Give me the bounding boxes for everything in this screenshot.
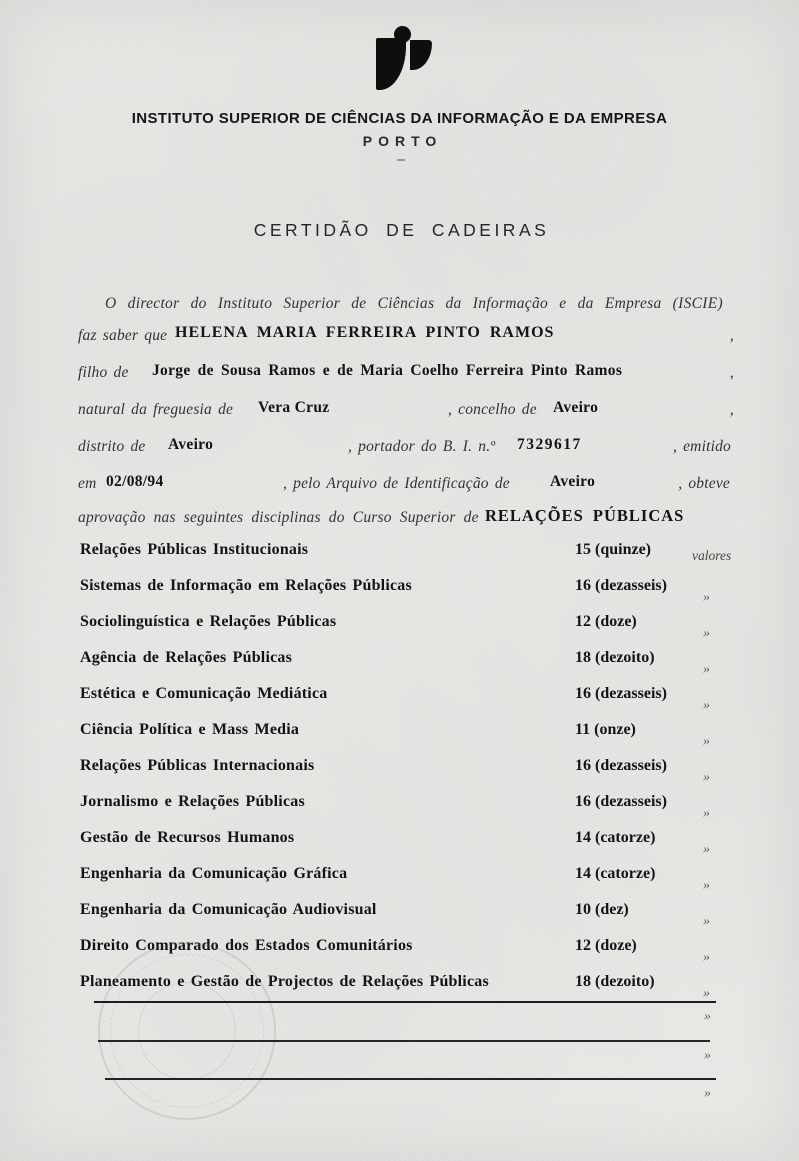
subject-name: Engenharia da Comunicação Gráfica (80, 865, 348, 882)
blank-rule (98, 1040, 710, 1042)
arquivo-value: Aveiro (550, 473, 596, 490)
subject-grade: 18 (dezoito) (575, 973, 655, 990)
distrito-value: Aveiro (168, 436, 214, 453)
subject-row (0, 577, 799, 607)
grade-unit-ditto: » (703, 662, 710, 677)
subject-name: Ciência Política e Mass Media (80, 721, 300, 738)
grade-unit-ditto: » (703, 698, 710, 713)
subject-grade: 16 (dezasseis) (575, 577, 667, 594)
trailing-comma: , (729, 327, 734, 344)
grade-unit-ditto: » (703, 950, 710, 965)
grade-unit-ditto: » (703, 842, 710, 857)
subject-grade: 12 (doze) (575, 937, 637, 954)
trailing-comma: , (729, 401, 734, 418)
parents-value: Jorge de Sousa Ramos e de Maria Coelho Ferreira Pinto Ramos (152, 362, 623, 379)
obteve-label: , obteve (678, 475, 730, 492)
distrito-label: distrito de (78, 438, 146, 455)
subject-grade: 10 (dez) (575, 901, 629, 918)
subject-grade: 16 (dezasseis) (575, 757, 667, 774)
logo-right-shape (410, 40, 432, 70)
grade-unit-ditto: » (703, 986, 710, 1001)
document-title: CERTIDÃO DE CADEIRAS (253, 220, 550, 240)
concelho-label: , concelho de (448, 401, 537, 418)
grade-unit-ditto: » (703, 914, 710, 929)
opening-line: O director do Instituto Superior de Ciências da Informação e da Empresa (ISCIE) (105, 295, 723, 312)
subject-row (0, 541, 799, 571)
footer-ditto-mark: » (704, 1086, 711, 1101)
form-line-emissao (0, 475, 799, 501)
filho-label: filho de (78, 364, 129, 381)
bi-label: , portador do B. I. n.º (348, 438, 496, 455)
faz-saber-label: faz saber que (78, 327, 168, 344)
subject-name: Direito Comparado dos Estados Comunitários (80, 937, 413, 954)
subject-row (0, 757, 799, 787)
form-line-freguesia (0, 401, 799, 427)
aprovacao-label: aprovação nas seguintes disciplinas do Curso Superior de (78, 509, 479, 526)
subject-grade: 16 (dezasseis) (575, 685, 667, 702)
subject-name: Relações Públicas Institucionais (80, 541, 309, 558)
student-name-value: HELENA MARIA FERREIRA PINTO RAMOS (175, 324, 555, 341)
subject-row (0, 865, 799, 895)
form-line-curso (0, 506, 799, 535)
institute-city: PORTO (362, 133, 443, 149)
subject-name: Sistemas de Informação em Relações Públicas (80, 577, 412, 594)
grade-unit: valores (692, 548, 732, 563)
seal-watermark (98, 942, 276, 1120)
grade-unit-ditto: » (703, 806, 710, 821)
subject-row (0, 829, 799, 859)
freguesia-label: natural da freguesia de (78, 401, 234, 418)
em-label: em (78, 475, 97, 492)
subject-grade: 14 (catorze) (575, 829, 656, 846)
institute-name: INSTITUTO SUPERIOR DE CIÊNCIAS DA INFORMAÇÃO E DA EMPRESA (131, 110, 668, 127)
concelho-value: Aveiro (553, 399, 599, 416)
subject-name: Relações Públicas Internacionais (80, 757, 315, 774)
subject-row (0, 649, 799, 679)
subject-name: Agência de Relações Públicas (80, 649, 293, 666)
subject-grade: 18 (dezoito) (575, 649, 655, 666)
logo-dot (394, 26, 411, 43)
arquivo-label: , pelo Arquivo de Identificação de (283, 475, 510, 492)
curso-value: RELAÇÕES PÚBLICAS (485, 506, 685, 525)
grade-unit-ditto: » (703, 590, 710, 605)
footer-ditto-mark: » (704, 1048, 711, 1063)
footer-ditto-mark: » (704, 1009, 711, 1024)
logo-left-shape (376, 38, 406, 90)
subject-row (0, 613, 799, 643)
grade-unit-ditto: » (703, 734, 710, 749)
subject-name: Engenharia da Comunicação Audiovisual (80, 901, 377, 918)
grade-unit-ditto: » (703, 878, 710, 893)
subject-grade: 15 (quinze) (575, 541, 651, 558)
iscie-logo-icon (370, 24, 434, 94)
grade-unit-ditto: » (703, 626, 710, 641)
bi-number-value: 7329617 (517, 436, 582, 453)
freguesia-value: Vera Cruz (258, 399, 330, 416)
grade-unit-ditto: » (703, 770, 710, 785)
form-line-distrito (0, 438, 799, 464)
form-line-parents (0, 364, 799, 390)
emitido-label: , emitido (672, 438, 731, 455)
subject-grade: 14 (catorze) (575, 865, 656, 882)
issue-date-value: 02/08/94 (106, 473, 164, 490)
city-underline-mark (397, 159, 405, 161)
blank-rule (105, 1078, 716, 1080)
subject-row (0, 685, 799, 715)
trailing-comma: , (729, 364, 734, 381)
subject-name: Jornalismo e Relações Públicas (80, 793, 305, 810)
form-line-name (0, 324, 799, 353)
subject-row (0, 937, 799, 967)
blank-rule (94, 1001, 716, 1003)
subject-grade: 12 (doze) (575, 613, 637, 630)
subject-grade: 16 (dezasseis) (575, 793, 667, 810)
subject-grade: 11 (onze) (575, 721, 636, 738)
subject-name: Planeamento e Gestão de Projectos de Relações Públicas (80, 973, 489, 990)
subject-name: Gestão de Recursos Humanos (80, 829, 295, 846)
subject-row (0, 793, 799, 823)
subject-name: Estética e Comunicação Mediática (80, 685, 328, 702)
subject-row (0, 721, 799, 751)
subject-name: Sociolinguística e Relações Públicas (80, 613, 337, 630)
subject-row (0, 901, 799, 931)
